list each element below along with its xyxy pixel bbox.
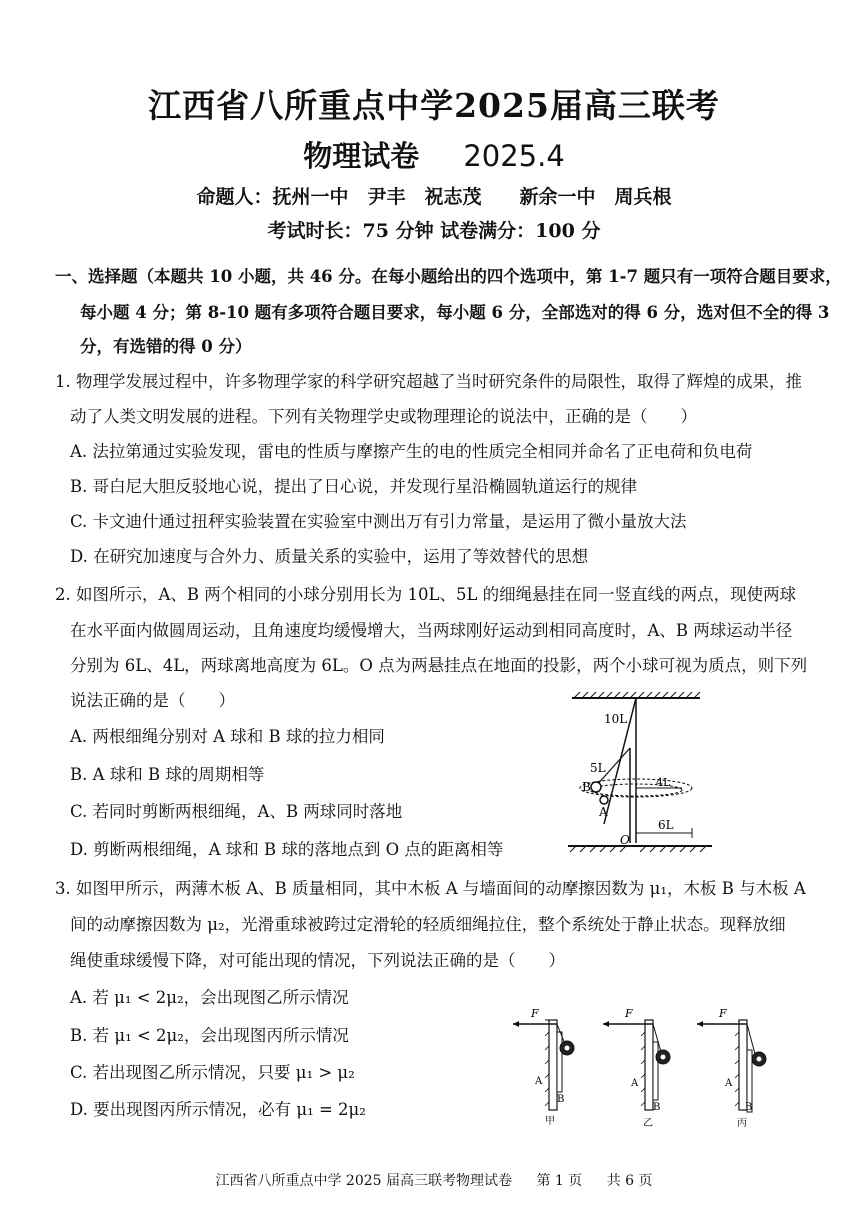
page-footer: [0, 1170, 868, 1190]
q3-figure-bing: [697, 1007, 766, 1129]
q3-option-d: D. 要出现图丙所示情况，必有 μ₁ = 2μ₂: [70, 1100, 366, 1119]
q1-option-c: C. 卡文迪什通过扭秤实验装置在实验室中测出万有引力常量，是运用了微小量放大法: [70, 512, 687, 531]
q2-option-b: B. A 球和 B 球的周期相等: [70, 765, 265, 784]
q2-option-c: C. 若同时剪断两根细绳，A、B 两球同时落地: [70, 802, 403, 821]
label-O: O: [620, 833, 630, 847]
label-4L: 4L: [656, 776, 671, 789]
label-B-2: B: [653, 1102, 661, 1113]
q1-stem-line-1: 1. 物理学发展过程中，许多物理学家的科学研究超越了当时研究条件的局限性，取得了辉煌的成果，推: [55, 372, 802, 391]
q1-option-b: B. 哥白尼大胆反驳地心说，提出了日心说，并发现行星沿椭圆轨道运行的规律: [70, 477, 638, 496]
authors-line: 命题人：抚州一中 尹丰 祝志茂 新余一中 周兵根: [196, 186, 672, 208]
label-F-2: F: [625, 1007, 633, 1020]
section1-line-1: 一、选择题（本题共 10 小题，共 46 分。在每小题给出的四个选项中，第 1-7 题只有一项符合题目要求，: [55, 267, 842, 286]
q3-figure-yi: [603, 1007, 670, 1129]
label-B-3: B: [745, 1102, 753, 1113]
q2-stem-line-2: 在水平面内做圆周运动，且角速度均缓慢增大，当两球刚好运动到相同高度时，A、B 两球运动半径: [70, 621, 793, 640]
label-F-3: F: [719, 1007, 727, 1020]
label-bing: 丙: [737, 1118, 747, 1129]
subject-title: 物理试卷: [303, 139, 420, 173]
q3-figure-jia: [513, 1007, 574, 1127]
q3-option-a: A. 若 μ₁ < 2μ₂，会出现图乙所示情况: [70, 988, 349, 1007]
q2-stem-line-1: 2. 如图所示，A、B 两个相同的小球分别用长为 10L、5L 的细绳悬挂在同一竖直线的两点，现使两球: [55, 585, 797, 604]
label-6L: 6L: [658, 818, 674, 832]
subject-line: [0, 134, 868, 175]
q3-boards-figure: [505, 1002, 795, 1134]
q3-stem-line-1: 3. 如图甲所示，两薄木板 A、B 质量相同，其中木板 A 与墙面间的动摩擦因数为 μ₁，木板 B 与木板 A: [55, 879, 806, 898]
label-A: A: [599, 805, 608, 819]
q3-option-c: C. 若出现图乙所示情况，只要 μ₁ > μ₂: [70, 1063, 355, 1082]
q3-stem-line-3: 绳使重球缓慢下降，对可能出现的情况，下列说法正确的是（ ）: [70, 951, 565, 970]
label-10L: 10L: [604, 712, 628, 726]
q3-stem-line-2: 间的动摩擦因数为 μ₂，光滑重球被跨过定滑轮的轻质细绳拉住，整个系统处于静止状态。现释放细: [70, 915, 786, 934]
q1-stem-line-2: 动了人类文明发展的进程。下列有关物理学史或物理理论的说法中，正确的是（ ）: [70, 407, 697, 426]
q2-option-a: A. 两根细绳分别对 A 球和 B 球的拉力相同: [70, 727, 385, 746]
q2-stem-line-3: 分别为 6L、4L，两球离地高度为 6L。O 点为两悬挂点在地面的投影，两个小球可视为质点，则下列: [70, 656, 808, 675]
label-B-1: B: [557, 1094, 565, 1105]
footer-exam-name: 江西省八所重点中学 2025 届高三联考物理试卷: [215, 1173, 512, 1189]
q2-pendulum-figure: [560, 688, 720, 860]
q3-option-b: B. 若 μ₁ < 2μ₂，会出现图丙所示情况: [70, 1026, 349, 1045]
exam-info-line: 考试时长：75 分钟 试卷满分：100 分: [267, 220, 601, 242]
label-A-3: A: [725, 1078, 733, 1089]
q1-option-a: A. 法拉第通过实验发现，雷电的性质与摩擦产生的电的性质完全相同并命名了正电荷和负电荷: [70, 442, 753, 461]
exam-date: 2025.4: [463, 139, 565, 173]
label-F-1: F: [531, 1007, 539, 1020]
footer-total-pages: 共 6 页: [606, 1173, 653, 1189]
section1-line-2: 每小题 4 分；第 8-10 题有多项符合题目要求，每小题 6 分，全部选对的得 6 分，选对但不全的得 3: [80, 303, 830, 322]
label-5L: 5L: [590, 761, 606, 775]
label-A-2: A: [631, 1078, 639, 1089]
footer-page-number: 第 1 页: [536, 1173, 583, 1189]
q2-stem-line-4: 说法正确的是（ ）: [70, 691, 235, 710]
section1-line-3: 分，有选错的得 0 分）: [80, 337, 252, 356]
label-yi: 乙: [643, 1118, 653, 1129]
label-B: B: [582, 780, 591, 794]
label-A-1: A: [535, 1076, 543, 1087]
label-jia: 甲: [545, 1116, 555, 1127]
q1-option-d: D. 在研究加速度与合外力、质量关系的实验中，运用了等效替代的思想: [70, 547, 589, 566]
q2-option-d: D. 剪断两根细绳，A 球和 B 球的落地点到 O 点的距离相等: [70, 840, 504, 859]
exam-title: 江西省八所重点中学2025届高三联考: [148, 86, 720, 125]
